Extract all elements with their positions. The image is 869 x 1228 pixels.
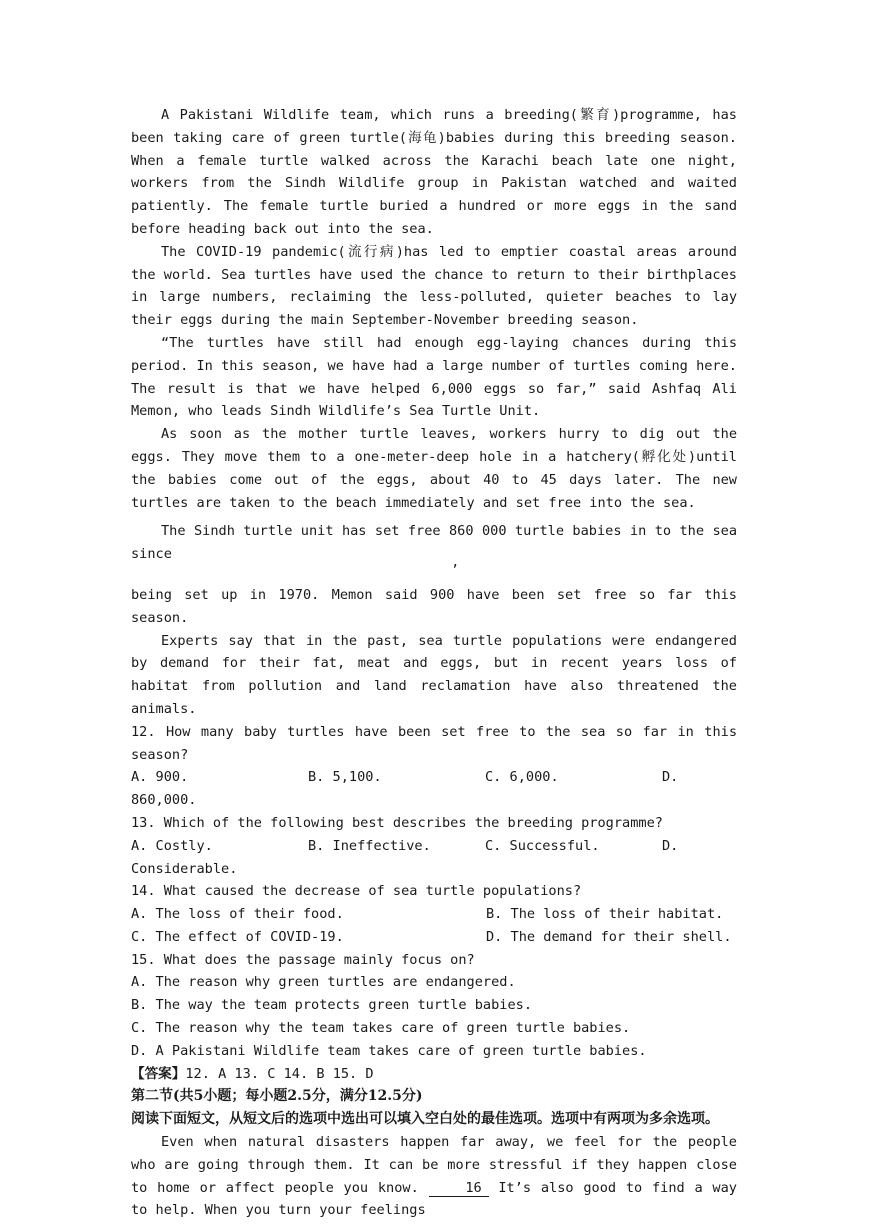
option-a: A. Costly. bbox=[131, 837, 213, 854]
question-options-row-2 bbox=[131, 926, 737, 949]
blank-16: 16 bbox=[429, 1180, 489, 1197]
option-b: B. Ineffective. bbox=[308, 837, 431, 854]
option-d-text: 860,000. bbox=[131, 792, 197, 809]
option-c: C. The reason why the team takes care of green turtle babies. bbox=[131, 1020, 631, 1037]
option-d: D. bbox=[662, 837, 679, 854]
option-d: D. bbox=[662, 769, 679, 786]
passage-paragraph-6: Experts say that in the past, sea turtle populations were endangered by demand for their fat, meat and eggs, but in recent years loss of habitat from pollution and land reclamation have also threatened the animals. bbox=[131, 632, 737, 717]
question-stem: 13. Which of the following best describes the breeding programme? bbox=[131, 814, 663, 831]
option-a: A. 900. bbox=[131, 769, 189, 786]
question-options-row-1 bbox=[131, 903, 737, 926]
paragraph-5-line-2: being set up in 1970. Memon said 900 have been set free so far this season. bbox=[131, 586, 737, 626]
question-14 bbox=[131, 880, 737, 948]
paragraph-5-line-1: The Sindh turtle unit has set free 860 000 turtle babies in to the sea since bbox=[131, 523, 737, 563]
document-page bbox=[131, 104, 737, 1222]
option-d-text: Considerable. bbox=[131, 860, 238, 877]
option-d: D. A Pakistani Wildlife team takes care of green turtle babies. bbox=[131, 1042, 647, 1059]
option-c: C. Successful. bbox=[485, 837, 600, 854]
question-12 bbox=[131, 721, 737, 812]
question-13 bbox=[131, 812, 737, 880]
option-b: B. The loss of their habitat. bbox=[486, 906, 724, 923]
answer-key bbox=[131, 1063, 737, 1086]
answer-text: 12. A 13. C 14. B 15. D bbox=[185, 1065, 374, 1082]
option-a: A. The reason why green turtles are endangered. bbox=[131, 974, 516, 991]
passage-paragraph-3: “The turtles have still had enough egg-laying chances during this period. In this season, we have had a large number of turtles coming here. The result is that we have helped 6,000 eggs so far,” said Ashfaq Ali Memon, who leads Sindh Wildlife’s Sea Turtle Unit. bbox=[131, 334, 737, 420]
passage-2-text-end: It’s also good to find a way to help. When you turn your feelings bbox=[131, 1179, 737, 1219]
stray-apostrophe: ’ bbox=[451, 562, 459, 578]
answer-tag: 【答案】 bbox=[131, 1065, 186, 1082]
question-stem: 14. What caused the decrease of sea turtle populations? bbox=[131, 883, 582, 900]
option-c: C. The effect of COVID-19. bbox=[131, 928, 344, 945]
option-b: B. 5,100. bbox=[308, 769, 382, 786]
question-stem: 12. How many baby turtles have been set free to the sea so far in this season? bbox=[131, 723, 737, 763]
section-2-title: 第二节(共5小题；每小题2.5分，满分12.5分) bbox=[131, 1088, 423, 1105]
passage-2-text-start: Even when natural disasters happen far away, we feel for the people who are going through them. It can be more stressful if they happen close to home or affect people you know. bbox=[131, 1134, 737, 1196]
section-2-instruction: 阅读下面短文，从短文后的选项中选出可以填入空白处的最佳选项。选项中有两项为多余选项。 bbox=[131, 1111, 719, 1128]
question-options bbox=[131, 766, 737, 789]
passage-paragraph-1: A Pakistani Wildlife team, which runs a breeding(繁育)programme, has been taking care of green turtle(海龟)babies during this breeding season. When a female turtle walked across the Karachi beach late one night, workers from the Sindh Wildlife group in Pakistan watched and waited patiently. The female turtle buried a hundred or more eggs in the sand before heading back out into the sea. bbox=[131, 107, 737, 237]
passage-paragraph-5 bbox=[131, 520, 737, 629]
question-15 bbox=[131, 949, 737, 1063]
passage-2-paragraph-1 bbox=[131, 1131, 737, 1222]
passage-paragraph-2: The COVID-19 pandemic(流行病)has led to emptier coastal areas around the world. Sea turtles have used the chance to return to their birthplaces in large numbers, reclaiming the less-polluted, quieter beaches to lay their eggs during the main September-November breeding season. bbox=[131, 243, 737, 329]
passage-paragraph-4: As soon as the mother turtle leaves, workers hurry to dig out the eggs. They move them to a one-meter-deep hole in a hatchery(孵化处)until the babies come out of the eggs, about 40 to 45 days later. The new turtles are taken to the beach immediately and set free into the sea. bbox=[131, 426, 737, 511]
question-options bbox=[131, 835, 737, 858]
option-b: B. The way the team protects green turtle babies. bbox=[131, 997, 533, 1014]
option-d: D. The demand for their shell. bbox=[486, 928, 732, 945]
option-a: A. The loss of their food. bbox=[131, 906, 344, 923]
question-stem: 15. What does the passage mainly focus on? bbox=[131, 951, 475, 968]
option-c: C. 6,000. bbox=[485, 769, 559, 786]
